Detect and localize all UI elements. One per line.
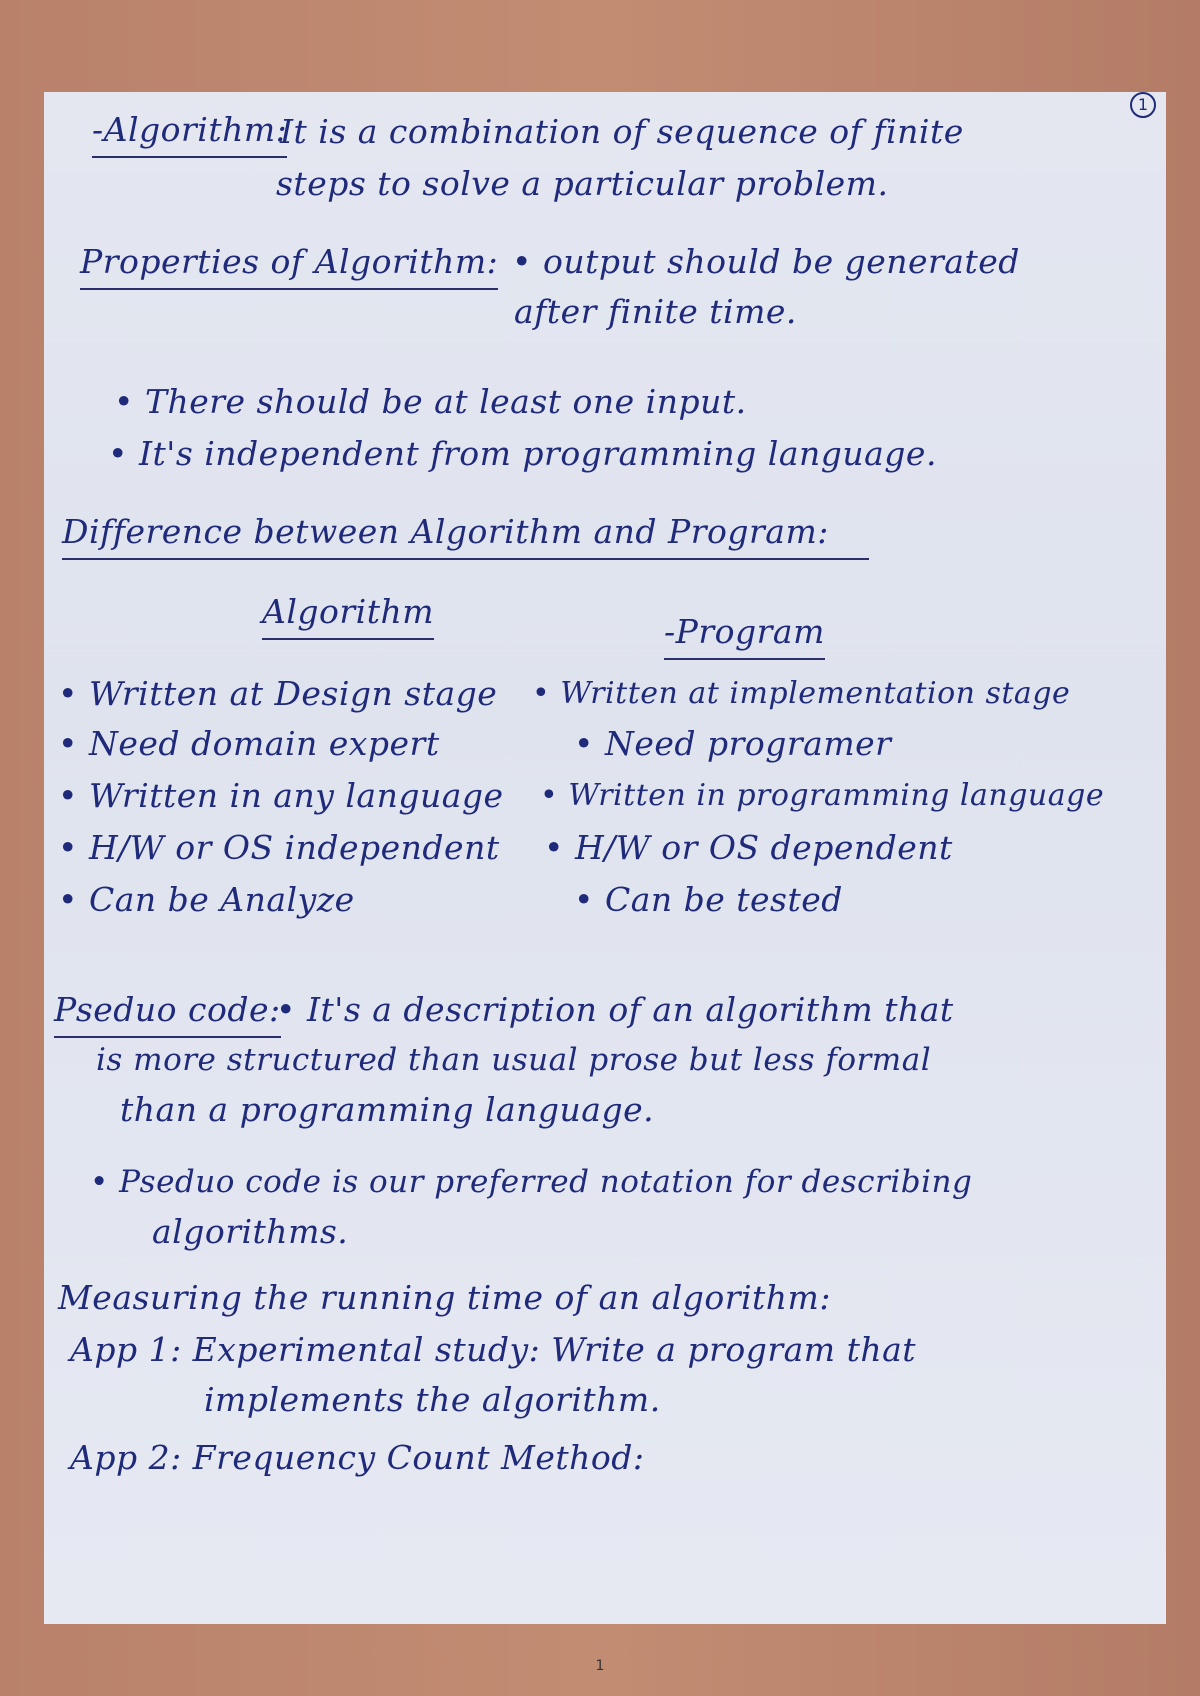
program-item-2: • Need programer bbox=[574, 724, 892, 763]
property-line-4: • It's independent from programming language. bbox=[108, 434, 937, 473]
col-header-algorithm: Algorithm bbox=[262, 592, 434, 640]
pseudo-heading: Pseduo code: bbox=[54, 990, 281, 1038]
pseudo-line-4: • Pseduo code is our preferred notation for describing bbox=[90, 1164, 973, 1200]
property-line-1: • output should be generated bbox=[512, 242, 1020, 281]
program-item-4: • H/W or OS dependent bbox=[544, 828, 953, 867]
col-header-program: -Program bbox=[664, 612, 825, 660]
property-line-3: • There should be at least one input. bbox=[114, 382, 747, 421]
difference-heading: Difference between Algorithm and Program: bbox=[62, 512, 869, 560]
pseudo-line-3: than a programming language. bbox=[120, 1090, 655, 1129]
pseudo-line-1: • It's a description of an algorithm that bbox=[276, 990, 954, 1029]
pseudo-line-5: algorithms. bbox=[152, 1212, 349, 1251]
algorithm-item-2: • Need domain expert bbox=[58, 724, 440, 763]
algorithm-heading: -Algorithm: bbox=[92, 110, 287, 158]
algorithm-item-4: • H/W or OS independent bbox=[58, 828, 500, 867]
notebook-page bbox=[44, 92, 1166, 1624]
measuring-heading: Measuring the running time of an algorithm: bbox=[58, 1278, 831, 1317]
algorithm-item-3: • Written in any language bbox=[58, 776, 504, 815]
program-item-1: • Written at implementation stage bbox=[532, 676, 1071, 711]
program-item-5: • Can be tested bbox=[574, 880, 843, 919]
algorithm-def-line-1: It is a combination of sequence of finite bbox=[280, 112, 964, 151]
algorithm-item-5: • Can be Analyze bbox=[58, 880, 355, 919]
algorithm-item-1: • Written at Design stage bbox=[58, 674, 498, 713]
pseudo-line-2: is more structured than usual prose but less formal bbox=[96, 1042, 932, 1078]
approach-line-3: App 2: Frequency Count Method: bbox=[70, 1438, 645, 1477]
approach-line-1: App 1: Experimental study: Write a program that bbox=[70, 1330, 917, 1369]
page-number-circle: 1 bbox=[1130, 92, 1156, 118]
approach-line-2: implements the algorithm. bbox=[204, 1380, 661, 1419]
properties-heading: Properties of Algorithm: bbox=[80, 242, 498, 290]
program-item-3: • Written in programming language bbox=[540, 778, 1105, 813]
page-footer-number: 1 bbox=[595, 1658, 605, 1674]
algorithm-def-line-2: steps to solve a particular problem. bbox=[276, 164, 889, 203]
property-line-2: after finite time. bbox=[514, 292, 797, 331]
